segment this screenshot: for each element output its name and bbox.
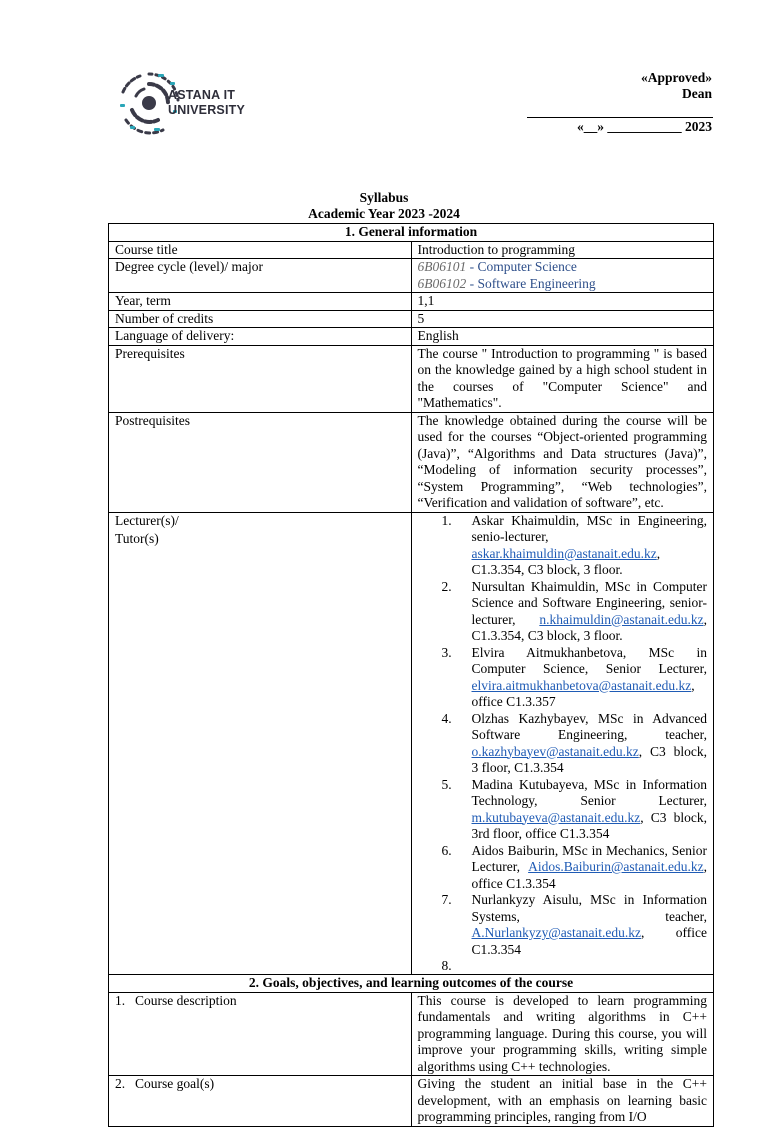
approval-date: «__» ___________ 2023 bbox=[577, 119, 712, 134]
lecturer-office: , C3 block, 3rd floor, office C1.3.354 bbox=[471, 809, 707, 841]
table-row bbox=[109, 1076, 714, 1127]
lecturer-email-link[interactable]: n.khaimuldin@astanait.edu.kz bbox=[539, 611, 704, 627]
course-goals-value: Giving the student an initial base in the C++ development, with an emphasis on learning basic programming principles, ranging from I/O bbox=[411, 1076, 714, 1127]
lecturer-email-link[interactable]: m.kutubayeva@astanait.edu.kz bbox=[471, 809, 641, 825]
prerequisites-value: The course " Introduction to programming " is based on the knowledge gained by a high school student in the courses of "Computer Science" and "Mathematics". bbox=[411, 345, 714, 412]
lecturer-item bbox=[441, 958, 708, 974]
course-title-value: Introduction to programming bbox=[411, 241, 714, 259]
table-row bbox=[109, 328, 714, 346]
lecturer-info: Nurlankyzy Aisulu, MSc in Information Systems, teacher, bbox=[471, 892, 707, 924]
lecturer-office: , office C1.3.354 bbox=[471, 925, 707, 957]
table-row bbox=[109, 512, 714, 975]
lecturer-item bbox=[441, 776, 708, 843]
lecturer-number: 1. bbox=[441, 512, 452, 528]
language-label: Language of delivery: bbox=[109, 328, 412, 346]
lecturer-number: 6. bbox=[441, 842, 452, 858]
lecturer-item bbox=[441, 578, 708, 645]
lecturer-email-link[interactable]: askar.khaimuldin@astanait.edu.kz bbox=[471, 545, 657, 561]
postrequisites-value: The knowledge obtained during the course will be used for the courses “Object-oriented programming (Java)”, “Algorithms and Data structures (Java)”, “Modeling of information security processes”, “System Programming”, “Web technologies”, “Verification and validation of software”, etc. bbox=[411, 412, 714, 512]
lecturer-item bbox=[441, 710, 708, 777]
table-row bbox=[109, 412, 714, 512]
table-row bbox=[109, 992, 714, 1076]
lecturer-number: 5. bbox=[441, 776, 452, 792]
section-row bbox=[109, 975, 714, 993]
lecturer-info: Nursultan Khaimuldin, MSc in Computer Science and Software Engineering, senior-lecturer, bbox=[471, 578, 707, 627]
table-row bbox=[109, 293, 714, 311]
course-title-label: Course title bbox=[109, 241, 412, 259]
academic-year: Academic Year 2023 -2024 bbox=[308, 206, 460, 221]
table-row bbox=[109, 241, 714, 259]
lecturer-info: Olzhas Kazhybayev, MSc in Advanced Software Engineering, teacher, bbox=[471, 710, 707, 742]
lecturers-list bbox=[418, 513, 708, 975]
lecturer-item bbox=[441, 892, 708, 958]
syllabus-table bbox=[108, 223, 714, 1127]
section-goals-heading: 2. Goals, objectives, and learning outcomes of the course bbox=[109, 975, 714, 993]
table-row bbox=[109, 345, 714, 412]
lecturers-list-cell bbox=[411, 512, 714, 975]
course-goals-label: 2. Course goal(s) bbox=[109, 1076, 412, 1127]
lecturers-label: Lecturer(s)/ Tutor(s) bbox=[109, 512, 412, 975]
course-description-label: 1. Course description bbox=[109, 992, 412, 1076]
document-title: Syllabus bbox=[359, 190, 409, 205]
lecturer-email-link[interactable]: o.kazhybayev@astanait.edu.kz bbox=[471, 743, 639, 759]
approved-label: «Approved» bbox=[640, 70, 712, 85]
degree-major: - Software Engineering bbox=[466, 275, 596, 291]
approval-block bbox=[641, 70, 712, 102]
year-term-label: Year, term bbox=[109, 293, 412, 311]
lecturer-number: 8. bbox=[441, 958, 452, 973]
section-row bbox=[109, 224, 714, 242]
lecturer-item bbox=[441, 644, 708, 711]
credits-value: 5 bbox=[411, 310, 714, 328]
lecturer-office: , office C1.3.357 bbox=[471, 677, 695, 709]
lecturer-email-link[interactable]: A.Nurlankyzy@astanait.edu.kz bbox=[471, 925, 642, 940]
degree-label: Degree cycle (level)/ major bbox=[109, 259, 412, 293]
lecturer-office: , C3 block, 3 floor, C1.3.354 bbox=[471, 743, 707, 775]
lecturer-item bbox=[441, 842, 708, 893]
lecturer-info: Elvira Aitmukhanbetova, MSc in Computer Science, Senior Lecturer, bbox=[471, 644, 707, 676]
degree-major: - Computer Science bbox=[466, 259, 577, 274]
lecturer-office: , office C1.3.354 bbox=[471, 859, 707, 891]
degree-code: 6B06102 bbox=[417, 275, 467, 291]
degree-value bbox=[411, 259, 714, 293]
lecturer-office: , C1.3.354, C3 block, 3 floor. bbox=[471, 545, 661, 577]
lecturer-item bbox=[441, 512, 708, 579]
degree-code: 6B06101 bbox=[417, 259, 467, 274]
course-description-value: This course is developed to learn programming fundamentals and writing algorithms in C++ programming language. During this course, you will improve your programming skills, writing simple algorithms using C++ technologies. bbox=[411, 992, 714, 1076]
lecturer-email-link[interactable]: elvira.aitmukhanbetova@astanait.edu.kz bbox=[471, 677, 692, 693]
lecturer-office: , C1.3.354, C3 block, 3 floor. bbox=[471, 611, 707, 643]
lecturer-number: 2. bbox=[441, 578, 452, 594]
lecturer-number: 3. bbox=[441, 644, 452, 660]
credits-label: Number of credits bbox=[109, 310, 412, 328]
prerequisites-label: Prerequisites bbox=[109, 345, 412, 412]
section-general-heading: 1. General information bbox=[109, 224, 714, 242]
table-row bbox=[109, 259, 714, 293]
lecturer-info: Askar Khaimuldin, MSc in Engineering, senio-lecturer, bbox=[471, 512, 707, 544]
table-row bbox=[109, 310, 714, 328]
language-value: English bbox=[411, 328, 714, 346]
lecturer-number: 7. bbox=[441, 892, 452, 907]
lecturer-info: Madina Kutubayeva, MSc in Information Technology, Senior Lecturer, bbox=[471, 776, 707, 808]
lecturer-email-link[interactable]: Aidos.Baiburin@astanait.edu.kz bbox=[528, 859, 704, 874]
lecturer-number: 4. bbox=[441, 710, 452, 726]
lecturer-info: Aidos Baiburin, MSc in Mechanics, Senior Lecturer, bbox=[471, 842, 707, 874]
logo-text: ASTANA IT UNIVERSITY bbox=[168, 88, 246, 117]
postrequisites-label: Postrequisites bbox=[109, 412, 412, 512]
signature-line bbox=[527, 117, 713, 118]
dean-label: Dean bbox=[682, 86, 712, 101]
year-term-value: 1,1 bbox=[411, 293, 714, 311]
